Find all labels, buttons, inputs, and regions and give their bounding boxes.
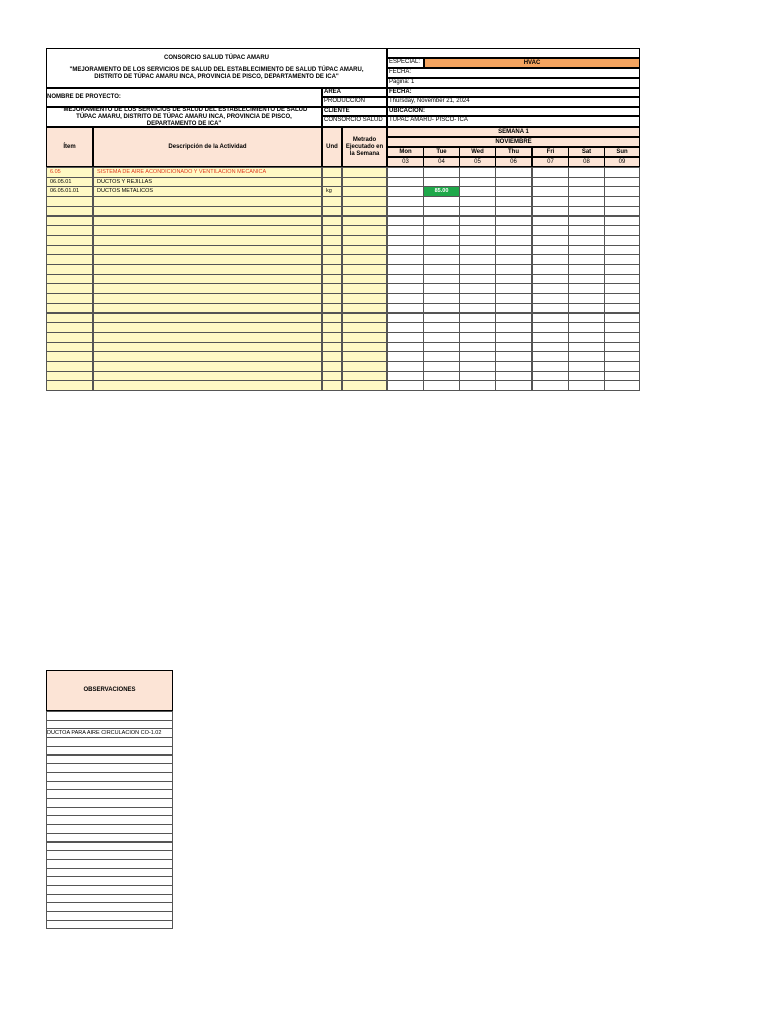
day-number-04: 04 bbox=[423, 157, 460, 167]
day-number-07: 07 bbox=[532, 157, 569, 167]
day-cell bbox=[568, 380, 605, 391]
day-number-06: 06 bbox=[495, 157, 532, 167]
row-description: DUCTOS METALICOS bbox=[93, 186, 322, 197]
day-cell bbox=[604, 380, 640, 391]
day-name-fri: Fri bbox=[532, 147, 569, 157]
row-item bbox=[46, 380, 93, 391]
row-unit: kg bbox=[322, 186, 342, 197]
company-name: CONSORCIO SALUD TÚPAC AMARU bbox=[164, 55, 269, 61]
observacion-line bbox=[46, 920, 173, 930]
day-name-thu: Thu bbox=[495, 147, 532, 157]
day-name-wed: Wed bbox=[459, 147, 496, 157]
row-metrado bbox=[342, 380, 387, 391]
area-value: PRODUCCION bbox=[322, 97, 387, 107]
project-title: "MEJORAMIENTO DE LOS SERVICIOS DE SALUD DEL ESTABLECIMIENTO DE SALUD TÚPAC AMARU, DISTRITO DE TÚPAC AMARU INCA, PROVINCIA DE PISCO, DEPARTAMENTO DE ICA" bbox=[69, 67, 364, 80]
mes-label: NOVIEMBRE bbox=[387, 137, 640, 147]
day-number-09: 09 bbox=[604, 157, 640, 167]
day-cell bbox=[387, 380, 424, 391]
ubicacion-label: UBICACION: bbox=[387, 107, 640, 116]
day-cell bbox=[495, 380, 532, 391]
company-title bbox=[46, 48, 387, 88]
report-sheet bbox=[46, 48, 640, 375]
day-cell bbox=[532, 380, 569, 391]
row-item: 6.05 bbox=[46, 167, 93, 178]
row-description bbox=[93, 380, 322, 391]
observaciones-title: OBSERVACIONES bbox=[46, 670, 173, 711]
cliente-value: CONSORCIO SALUD bbox=[322, 116, 387, 127]
day-number-03: 03 bbox=[387, 157, 424, 167]
col-descripcion: Descripción de la Actividad bbox=[93, 127, 322, 167]
ubicacion-value: TUPAC AMARU- PISCO- ICA bbox=[387, 116, 640, 127]
row-description: SISTEMA DE AIRE ACONDICIONADO Y VENTILACION MECANICA bbox=[93, 167, 322, 178]
observacion-line: DUCTOA PARA AIRE CIRCULACION CO-1.02 bbox=[46, 728, 173, 738]
col-und: Und bbox=[322, 127, 342, 167]
project-name: "MEJORAMIENTO DE LOS SERVICIOS DE SALUD DEL ESTABLECIMIENTO DE SALUD TÚPAC AMARU, DISTRITO DE TÚPAC AMARU INCA, PROVINCIA DE PISCO, DEPARTAMENTO DE ICA" bbox=[46, 107, 322, 127]
col-metrado: Metrado Ejecutado en la Semana bbox=[342, 127, 387, 167]
area-label: AREA bbox=[322, 88, 387, 97]
especial-value: HVAC bbox=[424, 58, 640, 68]
fecha2-label: FECHA: bbox=[387, 88, 640, 97]
day-name-sat: Sat bbox=[568, 147, 605, 157]
nombre-proyecto-label: NOMBRE DE PROYECTO: bbox=[46, 88, 322, 107]
row-item: 06.05.01.01 bbox=[46, 186, 93, 197]
cliente-label: CLIENTE bbox=[322, 107, 387, 116]
day-name-tue: Tue bbox=[423, 147, 460, 157]
day-cell bbox=[459, 380, 496, 391]
day-number-05: 05 bbox=[459, 157, 496, 167]
fecha-label: FECHA: bbox=[387, 68, 640, 78]
especial-label: ESPECIAL: bbox=[387, 58, 424, 68]
day-name-mon: Mon bbox=[387, 147, 424, 157]
day-name-sun: Sun bbox=[604, 147, 640, 157]
pagina-label: Pagina: 1 bbox=[387, 78, 640, 88]
top-spacer bbox=[387, 48, 640, 58]
day-number-08: 08 bbox=[568, 157, 605, 167]
row-unit bbox=[322, 380, 342, 391]
col-item: Ítem bbox=[46, 127, 93, 167]
day-cell bbox=[423, 380, 460, 391]
fecha2-value: Thursday, November 21, 2024 bbox=[387, 97, 640, 107]
tue-value-cell: 85.00 bbox=[423, 186, 460, 197]
row-item: 06.05.01 bbox=[46, 177, 93, 188]
semana-label: SEMANA 1 bbox=[387, 127, 640, 137]
row-description: DUCTOS Y REJILLAS bbox=[93, 177, 322, 188]
